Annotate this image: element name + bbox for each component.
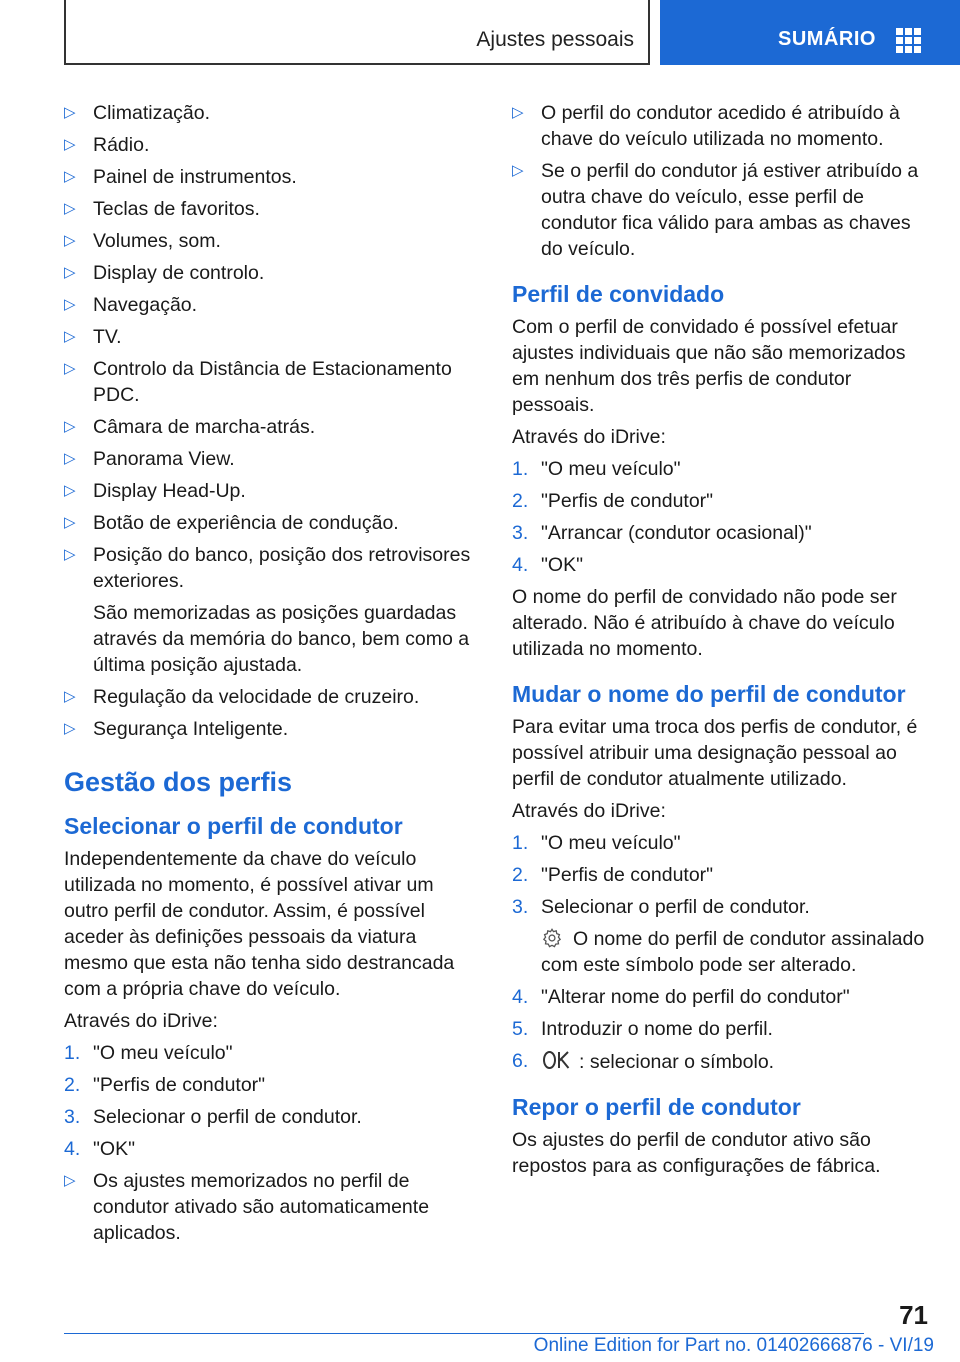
step-item xyxy=(64,1104,478,1130)
step-item xyxy=(512,984,932,1010)
idrive-label: Através do iDrive: xyxy=(512,800,666,822)
step-text: "Perfis de condutor" xyxy=(541,864,714,886)
subheading-reset-profile: Repor o perfil de condutor xyxy=(512,1094,801,1120)
step-item xyxy=(512,552,932,578)
step-number: 2. xyxy=(512,490,529,512)
step-number: 2. xyxy=(512,864,529,886)
list-item: ▷ Câmara de marcha-atrás. xyxy=(64,414,478,440)
step-text: "O meu veículo" xyxy=(93,1042,233,1064)
list-item: ▷ O perfil do condutor acedido é atribuído à chave do veículo utilizada no momento. xyxy=(512,100,932,152)
steps-list xyxy=(64,1040,478,1162)
paragraph: Para evitar uma troca dos perfis de condutor, é possível atribuir uma designação pessoal ao perfil de condutor atualmente utilizado. xyxy=(512,716,918,790)
section-heading-profiles: Gestão dos perfis xyxy=(64,767,293,797)
list-item: ▷ Painel de instrumentos. xyxy=(64,164,478,190)
paragraph: Independentemente da chave do veículo utilizada no momento, é possível ativar um outro perfil de condutor. Assim, é possível aceder às definições pessoais da viatura mesmo que esta não tenha sido destrancada com a própria chave do veículo. xyxy=(64,848,455,1000)
step-item xyxy=(512,488,932,514)
step-item xyxy=(512,1048,932,1075)
step-item xyxy=(64,1136,478,1162)
subheading-guest-profile: Perfil de convidado xyxy=(512,281,725,307)
list-item: ▷ Se o perfil do condutor já estiver atribuído a outra chave do veículo, esse perfil de condutor fica válido para ambas as chaves do veículo. xyxy=(512,158,932,262)
grid-menu-icon xyxy=(896,28,921,53)
step-number: 2. xyxy=(64,1074,81,1096)
list-item-note: São memorizadas as posições guardadas através da memória do banco, bem como a última posição ajustada. xyxy=(93,602,470,676)
list-item: ▷ Rádio. xyxy=(64,132,478,158)
list-item: ▷ Teclas de favoritos. xyxy=(64,196,478,222)
idrive-label: Através do iDrive: xyxy=(512,426,666,448)
list-item: ▷ Display Head-Up. xyxy=(64,478,478,504)
step-text: "O meu veículo" xyxy=(541,832,681,854)
page-number: 71 xyxy=(899,1300,928,1330)
step-item xyxy=(512,830,932,856)
step-number: 4. xyxy=(512,554,529,576)
step-text: "OK" xyxy=(541,554,584,576)
paragraph: O nome do perfil de convidado não pode ser alterado. Não é atribuído à chave do veículo utilizada no momento. xyxy=(512,586,897,660)
step-item xyxy=(512,456,932,482)
ok-icon xyxy=(541,1048,573,1072)
list-item: ▷ Controlo da Distância de Estacionamento PDC. xyxy=(64,356,478,408)
gear-icon xyxy=(541,927,563,949)
step-number: 1. xyxy=(64,1042,81,1064)
section-title: Ajustes pessoais xyxy=(476,28,634,51)
step-text: "O meu veículo" xyxy=(541,458,681,480)
subheading-select-profile: Selecionar o perfil de condutor xyxy=(64,813,403,839)
step-number: 5. xyxy=(512,1018,529,1040)
step-text: Introduzir o nome do perfil. xyxy=(541,1018,773,1040)
step-number: 1. xyxy=(512,458,529,480)
list-item: ▷ Volumes, som. xyxy=(64,228,478,254)
step-item xyxy=(512,1016,932,1042)
footer-edition: Online Edition for Part no. 01402666876 - VI/19 xyxy=(533,1335,934,1356)
list-item: ▷ Display de controlo. xyxy=(64,260,478,286)
step-text: Selecionar o perfil de condutor. xyxy=(93,1106,362,1128)
step-number: 4. xyxy=(512,986,529,1008)
step-number: 3. xyxy=(64,1106,81,1128)
list-item: ▷ Navegação. xyxy=(64,292,478,318)
step-text: "OK" xyxy=(93,1138,136,1160)
list-item: ▷ Panorama View. xyxy=(64,446,478,472)
list-item: ▷ Segurança Inteligente. xyxy=(64,716,478,742)
step-note-text: O nome do perfil de condutor assinalado com este símbolo pode ser alterado. xyxy=(541,928,925,976)
footer-divider xyxy=(64,1333,864,1334)
step-item xyxy=(64,1040,478,1066)
summary-label: SUMÁRIO xyxy=(778,28,876,50)
step-note xyxy=(512,926,932,978)
step-number: 6. xyxy=(512,1050,529,1072)
list-item: ▷ Posição do banco, posição dos retrovisores exteriores. xyxy=(64,542,478,594)
right-column xyxy=(512,100,932,1185)
summary-button[interactable] xyxy=(660,0,960,65)
list-item: ▷ Climatização. xyxy=(64,100,478,126)
subheading-rename-profile: Mudar o nome do perfil de condutor xyxy=(512,681,906,707)
step-text: "Perfis de condutor" xyxy=(93,1074,266,1096)
step-number: 3. xyxy=(512,896,529,918)
step-text: "Alterar nome do perfil do condutor" xyxy=(541,986,850,1008)
step-item xyxy=(64,1072,478,1098)
page-header xyxy=(0,0,960,66)
step-item xyxy=(512,862,932,888)
paragraph: Os ajustes do perfil de condutor ativo são repostos para as configurações de fábrica. xyxy=(512,1129,881,1177)
step-item xyxy=(512,894,932,920)
list-item: ▷ Botão de experiência de condução. xyxy=(64,510,478,536)
step-number: 3. xyxy=(512,522,529,544)
step-number: 1. xyxy=(512,832,529,854)
list-item: ▷ TV. xyxy=(64,324,478,350)
step-item xyxy=(512,520,932,546)
step-number: 4. xyxy=(64,1138,81,1160)
step-text: Selecionar o perfil de condutor. xyxy=(541,896,810,918)
memorized-settings-list xyxy=(64,100,478,742)
section-title-box xyxy=(64,0,650,65)
step-text: "Arrancar (condutor ocasional)" xyxy=(541,522,812,544)
left-column xyxy=(64,100,478,1252)
idrive-label: Através do iDrive: xyxy=(64,1010,218,1032)
paragraph: Com o perfil de convidado é possível efetuar ajustes individuais que não são memorizados em nenhum dos três perfis de condutor pessoais. xyxy=(512,316,906,416)
step-text: : selecionar o símbolo. xyxy=(579,1051,775,1073)
list-item: ▷ Os ajustes memorizados no perfil de condutor ativado são automaticamente aplicados. xyxy=(64,1168,478,1246)
steps-list xyxy=(512,830,932,1075)
list-item: ▷ Regulação da velocidade de cruzeiro. xyxy=(64,684,478,710)
steps-list xyxy=(512,456,932,578)
step-text: "Perfis de condutor" xyxy=(541,490,714,512)
